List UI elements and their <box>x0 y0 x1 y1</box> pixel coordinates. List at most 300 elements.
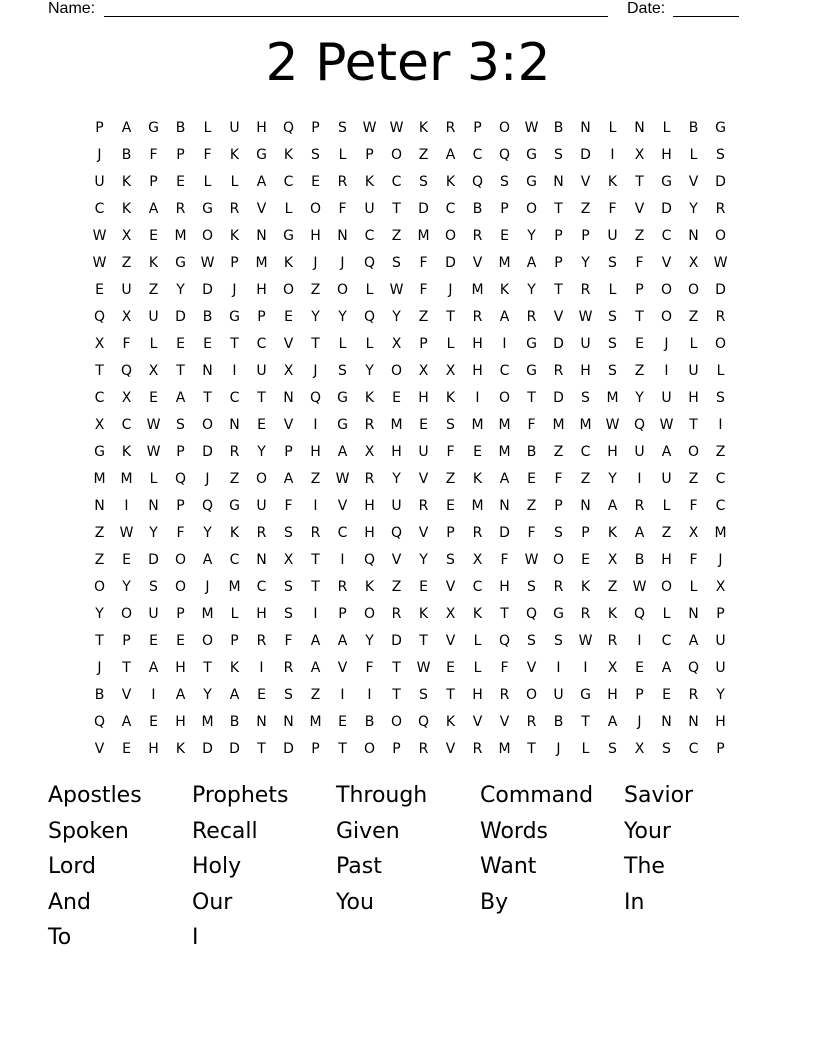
grid-letter[interactable]: R <box>418 740 429 757</box>
grid-letter[interactable]: K <box>445 713 456 730</box>
grid-letter[interactable]: E <box>284 308 293 325</box>
grid-letter[interactable]: W <box>524 551 539 568</box>
grid-letter[interactable]: C <box>715 470 726 487</box>
grid-letter[interactable]: S <box>527 632 536 649</box>
grid-letter[interactable]: D <box>445 254 456 271</box>
grid-letter[interactable]: A <box>337 443 348 460</box>
grid-letter[interactable]: Q <box>363 308 376 325</box>
grid-letter[interactable]: X <box>94 335 105 352</box>
grid-letter[interactable]: P <box>338 605 347 622</box>
grid-letter[interactable]: O <box>714 335 727 352</box>
grid-letter[interactable]: S <box>662 740 671 757</box>
grid-letter[interactable]: A <box>661 659 672 676</box>
grid-letter[interactable]: Y <box>257 443 266 460</box>
grid-letter[interactable]: B <box>688 119 699 136</box>
grid-letter[interactable]: X <box>715 578 726 595</box>
grid-letter[interactable]: D <box>202 443 213 460</box>
grid-letter[interactable]: Z <box>229 470 240 487</box>
grid-letter[interactable]: Q <box>687 659 700 676</box>
grid-letter[interactable]: X <box>607 551 618 568</box>
grid-letter[interactable]: Y <box>392 308 401 325</box>
grid-letter[interactable]: V <box>283 335 294 352</box>
grid-letter[interactable]: B <box>553 119 564 136</box>
grid-letter[interactable]: L <box>662 119 671 136</box>
grid-letter[interactable]: L <box>716 362 725 379</box>
grid-letter[interactable]: V <box>445 578 456 595</box>
grid-letter[interactable]: U <box>256 362 267 379</box>
grid-letter[interactable]: Q <box>633 416 646 433</box>
grid-letter[interactable]: H <box>472 686 483 703</box>
grid-letter[interactable]: Y <box>95 605 104 622</box>
grid-letter[interactable]: O <box>309 200 322 217</box>
grid-letter[interactable]: V <box>499 713 510 730</box>
grid-letter[interactable]: M <box>201 605 214 622</box>
grid-letter[interactable]: Y <box>689 200 698 217</box>
grid-letter[interactable]: U <box>364 200 375 217</box>
grid-letter[interactable]: H <box>661 146 672 163</box>
grid-letter[interactable]: S <box>554 524 563 541</box>
grid-letter[interactable]: B <box>634 551 645 568</box>
grid-letter[interactable]: V <box>688 173 699 190</box>
grid-letter[interactable]: S <box>608 740 617 757</box>
grid-letter[interactable]: P <box>446 524 455 541</box>
grid-letter[interactable]: Q <box>498 632 511 649</box>
grid-letter[interactable]: C <box>364 227 375 244</box>
grid-letter[interactable]: I <box>232 362 237 379</box>
grid-letter[interactable]: P <box>284 443 293 460</box>
grid-letter[interactable]: T <box>392 659 401 676</box>
grid-letter[interactable]: S <box>608 362 617 379</box>
grid-letter[interactable]: T <box>230 335 239 352</box>
grid-letter[interactable]: A <box>175 389 186 406</box>
grid-letter[interactable]: V <box>580 173 591 190</box>
grid-letter[interactable]: H <box>148 740 159 757</box>
grid-letter[interactable]: S <box>527 578 536 595</box>
grid-letter[interactable]: K <box>418 605 429 622</box>
grid-letter[interactable]: G <box>526 362 537 379</box>
grid-letter[interactable]: L <box>689 335 698 352</box>
grid-letter[interactable]: G <box>94 443 105 460</box>
grid-letter[interactable]: W <box>146 416 161 433</box>
grid-letter[interactable]: R <box>256 524 267 541</box>
grid-letter[interactable]: U <box>661 470 672 487</box>
grid-letter[interactable]: W <box>335 470 350 487</box>
grid-letter[interactable]: V <box>283 416 294 433</box>
grid-letter[interactable]: R <box>553 578 564 595</box>
grid-letter[interactable]: J <box>232 281 237 298</box>
grid-letter[interactable]: S <box>554 146 563 163</box>
grid-letter[interactable]: L <box>473 632 482 649</box>
grid-letter[interactable]: F <box>608 200 617 217</box>
grid-letter[interactable]: I <box>313 416 318 433</box>
grid-letter[interactable]: K <box>607 524 618 541</box>
grid-letter[interactable]: H <box>418 389 429 406</box>
grid-letter[interactable]: K <box>580 578 591 595</box>
grid-letter[interactable]: X <box>418 362 429 379</box>
grid-letter[interactable]: A <box>121 713 132 730</box>
grid-letter[interactable]: H <box>256 119 267 136</box>
grid-letter[interactable]: L <box>365 281 374 298</box>
grid-letter[interactable]: E <box>419 416 428 433</box>
grid-letter[interactable]: V <box>472 254 483 271</box>
grid-letter[interactable]: O <box>201 632 214 649</box>
grid-letter[interactable]: L <box>338 335 347 352</box>
grid-letter[interactable]: O <box>498 389 511 406</box>
grid-letter[interactable]: C <box>256 578 267 595</box>
grid-letter[interactable]: K <box>175 740 186 757</box>
grid-letter[interactable]: O <box>498 119 511 136</box>
grid-letter[interactable]: R <box>337 173 348 190</box>
grid-letter[interactable]: D <box>283 740 294 757</box>
grid-letter[interactable]: F <box>500 551 509 568</box>
grid-letter[interactable]: S <box>500 173 509 190</box>
grid-letter[interactable]: Z <box>634 227 645 244</box>
grid-letter[interactable]: S <box>419 686 428 703</box>
grid-letter[interactable]: R <box>715 308 726 325</box>
grid-letter[interactable]: V <box>418 524 429 541</box>
grid-letter[interactable]: V <box>391 551 402 568</box>
grid-letter[interactable]: N <box>688 227 699 244</box>
grid-letter[interactable]: Y <box>608 470 617 487</box>
grid-letter[interactable]: G <box>580 686 591 703</box>
grid-letter[interactable]: F <box>149 146 158 163</box>
name-field-line[interactable] <box>104 0 608 17</box>
grid-letter[interactable]: Z <box>445 470 456 487</box>
grid-letter[interactable]: M <box>606 389 619 406</box>
grid-letter[interactable]: R <box>499 686 510 703</box>
grid-letter[interactable]: L <box>446 335 455 352</box>
grid-letter[interactable]: T <box>311 578 320 595</box>
grid-letter[interactable]: G <box>715 119 726 136</box>
grid-letter[interactable]: U <box>553 686 564 703</box>
grid-letter[interactable]: E <box>257 686 266 703</box>
grid-letter[interactable]: H <box>175 713 186 730</box>
grid-letter[interactable]: T <box>392 686 401 703</box>
grid-letter[interactable]: R <box>715 200 726 217</box>
grid-letter[interactable]: K <box>607 605 618 622</box>
grid-letter[interactable]: O <box>363 740 376 757</box>
grid-letter[interactable]: F <box>635 254 644 271</box>
grid-letter[interactable]: V <box>256 200 267 217</box>
grid-letter[interactable]: N <box>283 389 294 406</box>
grid-letter[interactable]: P <box>392 740 401 757</box>
grid-letter[interactable]: K <box>472 605 483 622</box>
grid-letter[interactable]: W <box>578 308 593 325</box>
grid-letter[interactable]: M <box>498 416 511 433</box>
grid-letter[interactable]: E <box>473 443 482 460</box>
grid-letter[interactable]: A <box>229 686 240 703</box>
grid-letter[interactable]: I <box>313 497 318 514</box>
grid-letter[interactable]: I <box>583 659 588 676</box>
grid-letter[interactable]: N <box>256 227 267 244</box>
grid-letter[interactable]: S <box>419 173 428 190</box>
grid-letter[interactable]: G <box>526 146 537 163</box>
grid-letter[interactable]: M <box>255 254 268 271</box>
grid-letter[interactable]: O <box>174 578 187 595</box>
grid-letter[interactable]: P <box>554 254 563 271</box>
grid-letter[interactable]: E <box>95 281 104 298</box>
grid-letter[interactable]: F <box>176 524 185 541</box>
grid-letter[interactable]: R <box>607 632 618 649</box>
grid-letter[interactable]: I <box>151 686 156 703</box>
grid-letter[interactable]: Z <box>310 686 321 703</box>
grid-letter[interactable]: R <box>418 497 429 514</box>
grid-letter[interactable]: Y <box>527 227 536 244</box>
grid-letter[interactable]: I <box>475 389 480 406</box>
grid-letter[interactable]: O <box>201 416 214 433</box>
grid-letter[interactable]: O <box>660 281 673 298</box>
grid-letter[interactable]: H <box>607 686 618 703</box>
grid-letter[interactable]: K <box>148 254 159 271</box>
grid-letter[interactable]: Q <box>93 713 106 730</box>
grid-letter[interactable]: X <box>283 551 294 568</box>
grid-letter[interactable]: S <box>581 389 590 406</box>
grid-letter[interactable]: P <box>230 632 239 649</box>
grid-letter[interactable]: Z <box>553 443 564 460</box>
grid-letter[interactable]: U <box>121 281 132 298</box>
grid-letter[interactable]: U <box>715 632 726 649</box>
grid-letter[interactable]: N <box>499 497 510 514</box>
grid-letter[interactable]: B <box>364 713 375 730</box>
grid-letter[interactable]: F <box>284 632 293 649</box>
grid-letter[interactable]: L <box>608 119 617 136</box>
grid-letter[interactable]: C <box>445 200 456 217</box>
grid-letter[interactable]: P <box>500 200 509 217</box>
grid-letter[interactable]: C <box>391 173 402 190</box>
grid-letter[interactable]: R <box>580 605 591 622</box>
grid-letter[interactable]: S <box>338 119 347 136</box>
grid-letter[interactable]: O <box>255 470 268 487</box>
grid-letter[interactable]: G <box>148 119 159 136</box>
grid-letter[interactable]: P <box>554 497 563 514</box>
grid-letter[interactable]: N <box>148 497 159 514</box>
grid-letter[interactable]: W <box>389 119 404 136</box>
grid-letter[interactable]: O <box>687 443 700 460</box>
grid-letter[interactable]: D <box>202 281 213 298</box>
grid-letter[interactable]: Q <box>525 605 538 622</box>
grid-letter[interactable]: N <box>256 713 267 730</box>
grid-letter[interactable]: H <box>688 389 699 406</box>
grid-letter[interactable]: R <box>472 308 483 325</box>
grid-letter[interactable]: T <box>500 605 509 622</box>
grid-letter[interactable]: J <box>205 470 210 487</box>
grid-letter[interactable]: P <box>176 605 185 622</box>
grid-letter[interactable]: R <box>364 416 375 433</box>
grid-letter[interactable]: Z <box>688 470 699 487</box>
grid-letter[interactable]: K <box>607 173 618 190</box>
grid-letter[interactable]: N <box>337 227 348 244</box>
grid-letter[interactable]: E <box>176 335 185 352</box>
grid-letter[interactable]: O <box>390 146 403 163</box>
grid-letter[interactable]: A <box>337 632 348 649</box>
grid-letter[interactable]: I <box>367 686 372 703</box>
grid-letter[interactable]: U <box>715 659 726 676</box>
grid-letter[interactable]: R <box>229 443 240 460</box>
grid-letter[interactable]: S <box>446 416 455 433</box>
grid-letter[interactable]: A <box>121 119 132 136</box>
grid-letter[interactable]: A <box>607 497 618 514</box>
grid-letter[interactable]: A <box>175 686 186 703</box>
grid-letter[interactable]: T <box>311 551 320 568</box>
grid-letter[interactable]: R <box>229 200 240 217</box>
grid-letter[interactable]: U <box>148 308 159 325</box>
grid-letter[interactable]: E <box>635 659 644 676</box>
grid-letter[interactable]: O <box>390 713 403 730</box>
grid-letter[interactable]: L <box>149 335 158 352</box>
grid-letter[interactable]: H <box>175 659 186 676</box>
grid-letter[interactable]: Z <box>580 470 591 487</box>
grid-letter[interactable]: L <box>230 605 239 622</box>
grid-letter[interactable]: F <box>689 497 698 514</box>
grid-letter[interactable]: X <box>634 740 645 757</box>
grid-letter[interactable]: I <box>340 551 345 568</box>
grid-letter[interactable]: A <box>148 200 159 217</box>
grid-letter[interactable]: R <box>445 119 456 136</box>
grid-letter[interactable]: S <box>608 254 617 271</box>
grid-letter[interactable]: E <box>446 497 455 514</box>
grid-letter[interactable]: B <box>121 146 132 163</box>
grid-letter[interactable]: G <box>553 605 564 622</box>
grid-letter[interactable]: A <box>256 173 267 190</box>
grid-letter[interactable]: O <box>174 551 187 568</box>
grid-letter[interactable]: E <box>149 389 158 406</box>
grid-letter[interactable]: C <box>472 146 483 163</box>
grid-letter[interactable]: Z <box>526 497 537 514</box>
grid-letter[interactable]: H <box>580 362 591 379</box>
grid-letter[interactable]: X <box>607 659 618 676</box>
grid-letter[interactable]: C <box>256 335 267 352</box>
grid-letter[interactable]: U <box>148 605 159 622</box>
grid-letter[interactable]: O <box>444 227 457 244</box>
grid-letter[interactable]: T <box>392 200 401 217</box>
grid-letter[interactable]: K <box>472 470 483 487</box>
grid-letter[interactable]: R <box>553 362 564 379</box>
grid-letter[interactable]: C <box>94 200 105 217</box>
grid-letter[interactable]: L <box>284 200 293 217</box>
grid-letter[interactable]: H <box>391 443 402 460</box>
grid-letter[interactable]: Z <box>94 524 105 541</box>
grid-letter[interactable]: O <box>120 605 133 622</box>
grid-letter[interactable]: J <box>448 281 453 298</box>
grid-letter[interactable]: K <box>499 281 510 298</box>
grid-letter[interactable]: V <box>337 659 348 676</box>
grid-letter[interactable]: U <box>661 389 672 406</box>
grid-letter[interactable]: U <box>94 173 105 190</box>
grid-letter[interactable]: Y <box>365 362 374 379</box>
grid-letter[interactable]: X <box>634 146 645 163</box>
grid-letter[interactable]: T <box>95 632 104 649</box>
grid-letter[interactable]: S <box>392 254 401 271</box>
grid-letter[interactable]: N <box>229 416 240 433</box>
grid-letter[interactable]: H <box>364 524 375 541</box>
grid-letter[interactable]: M <box>417 227 430 244</box>
grid-letter[interactable]: E <box>500 227 509 244</box>
grid-letter[interactable]: K <box>445 389 456 406</box>
grid-letter[interactable]: K <box>283 146 294 163</box>
grid-letter[interactable]: P <box>176 443 185 460</box>
grid-letter[interactable]: E <box>257 416 266 433</box>
grid-letter[interactable]: S <box>284 524 293 541</box>
grid-letter[interactable]: V <box>634 200 645 217</box>
grid-letter[interactable]: U <box>607 227 618 244</box>
grid-letter[interactable]: O <box>201 227 214 244</box>
grid-letter[interactable]: Y <box>392 470 401 487</box>
grid-letter[interactable]: I <box>610 146 615 163</box>
grid-letter[interactable]: I <box>124 497 129 514</box>
grid-letter[interactable]: M <box>471 281 484 298</box>
grid-letter[interactable]: N <box>256 551 267 568</box>
grid-letter[interactable]: L <box>230 173 239 190</box>
grid-letter[interactable]: D <box>175 308 186 325</box>
grid-letter[interactable]: T <box>554 200 563 217</box>
grid-letter[interactable]: P <box>365 146 374 163</box>
grid-letter[interactable]: Y <box>527 281 536 298</box>
grid-letter[interactable]: N <box>580 119 591 136</box>
grid-letter[interactable]: Y <box>311 308 320 325</box>
grid-letter[interactable]: F <box>689 551 698 568</box>
grid-letter[interactable]: A <box>310 632 321 649</box>
grid-letter[interactable]: K <box>121 200 132 217</box>
grid-letter[interactable]: W <box>578 632 593 649</box>
grid-letter[interactable]: M <box>228 578 241 595</box>
grid-letter[interactable]: Y <box>419 551 428 568</box>
grid-letter[interactable]: T <box>176 362 185 379</box>
grid-letter[interactable]: R <box>526 713 537 730</box>
grid-letter[interactable]: C <box>229 389 240 406</box>
grid-letter[interactable]: X <box>94 416 105 433</box>
grid-letter[interactable]: P <box>419 335 428 352</box>
grid-letter[interactable]: H <box>472 335 483 352</box>
grid-letter[interactable]: J <box>718 551 723 568</box>
grid-letter[interactable]: M <box>201 713 214 730</box>
grid-letter[interactable]: P <box>176 146 185 163</box>
grid-letter[interactable]: R <box>310 524 321 541</box>
grid-letter[interactable]: P <box>581 524 590 541</box>
grid-letter[interactable]: Q <box>201 497 214 514</box>
grid-letter[interactable]: P <box>311 119 320 136</box>
grid-letter[interactable]: P <box>149 173 158 190</box>
grid-letter[interactable]: R <box>175 200 186 217</box>
grid-letter[interactable]: X <box>688 254 699 271</box>
grid-letter[interactable]: Z <box>580 200 591 217</box>
grid-letter[interactable]: W <box>389 281 404 298</box>
grid-letter[interactable]: K <box>229 146 240 163</box>
grid-letter[interactable]: P <box>635 686 644 703</box>
grid-letter[interactable]: E <box>149 632 158 649</box>
grid-letter[interactable]: C <box>337 524 348 541</box>
grid-letter[interactable]: A <box>445 146 456 163</box>
grid-letter[interactable]: J <box>313 254 318 271</box>
grid-letter[interactable]: N <box>202 362 213 379</box>
grid-letter[interactable]: C <box>229 551 240 568</box>
grid-letter[interactable]: I <box>259 659 264 676</box>
grid-letter[interactable]: N <box>580 497 591 514</box>
grid-letter[interactable]: S <box>284 686 293 703</box>
grid-letter[interactable]: Y <box>203 686 212 703</box>
grid-letter[interactable]: F <box>419 281 428 298</box>
grid-letter[interactable]: P <box>257 308 266 325</box>
grid-letter[interactable]: L <box>203 173 212 190</box>
grid-letter[interactable]: T <box>311 335 320 352</box>
grid-letter[interactable]: W <box>713 254 728 271</box>
grid-letter[interactable]: Z <box>634 362 645 379</box>
grid-letter[interactable]: H <box>472 362 483 379</box>
grid-letter[interactable]: J <box>97 659 102 676</box>
grid-letter[interactable]: T <box>527 740 536 757</box>
grid-letter[interactable]: E <box>176 632 185 649</box>
grid-letter[interactable]: P <box>635 281 644 298</box>
grid-letter[interactable]: X <box>283 362 294 379</box>
